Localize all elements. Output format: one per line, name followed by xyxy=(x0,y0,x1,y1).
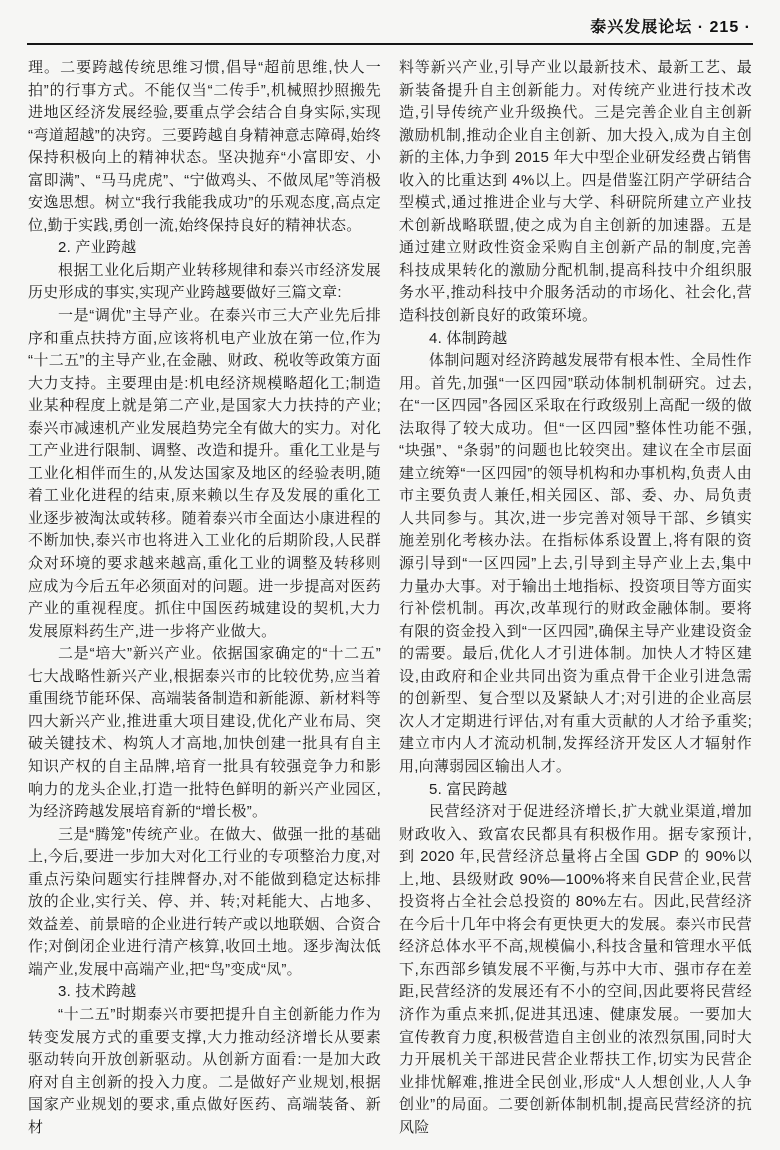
paragraph: 理。二要跨越传统思维习惯,倡导“超前思维,快人一拍”的行事方式。不能仅当“二传手”,机械照抄照搬先进地区经济发展经验,要重点学会结合自身实际,实现“弯道超越”的决窍。三要跨越自身精神意志障碍,始终保持积极向上的精神状态。坚决抛弃“小富即安、小富即满”、“马马虎虎”、“宁做鸡头、不做凤尾”等消极安逸思想。树立“我行我能我成功”的乐观态度,高点定位,勤于实践,勇创一流,始终保持良好的精神状态。 xyxy=(28,59,381,234)
text-columns xyxy=(28,57,752,1135)
paragraph: “十二五”时期泰兴市要把提升自主创新能力作为转变发展方式的重要支撑,大力推动经济增长从要素驱动转向开放创新驱动。从创新方面看:一是加大政府对自主创新的投入力度。二是做好产业规划,根据国家产业规划的要求,重点做好医药、高端装备、新材 xyxy=(28,1005,381,1135)
paragraph: 料等新兴产业,引导产业以最新技术、最新工艺、最新装备提升自主创新能力。对传统产业进行技术改造,引导传统产业升级换代。三是完善企业自主创新激励机制,推动企业自主创新、加大投入,成为自主创新的主体,力争到 2015 年大中型企业研发经费占销售收入的比重达到 4%以上。四是借鉴江阴产学研结合型模式,通过推进企业与大学、科研院所建立产业技术创新战略联盟,使之成为自主创新的加速器。五是通过建立财政性资金采购自主创新产品的制度,完善科技成果转化的激励分配机制,提高科技中介组织服务水平,推动科技中介服务活动的市场化、社会化,营造科技创新良好的政策环境。 xyxy=(399,59,752,325)
paragraph: 民营经济对于促进经济增长,扩大就业渠道,增加财政收入、致富农民都具有积极作用。据专家预计,到 2020 年,民营经济总量将占全国 GDP 的 90%以上,地、县级财政 90%—100%将来自民营企业,民营投资将占全社会总投资的 80%左右。因此,民营经济在今后十几年中将会有更快更大的发展。泰兴市民营经济总体水平不高,规模偏小,科技含量和管理水平低下,东西部乡镇发展不平衡,与苏中大市、强市存在差距,民营经济的发展还有不小的空间,因此要将民营经济作为重点来抓,促进其迅速、健康发展。一要加大宣传教育力度,积极营造自主创业的浓烈氛围,同时大力开展机关干部进民营企业帮扶工作,切实为民营企业排忧解难,推进全民创业,形成“人人想创业,人人争创业”的局面。二要创新体制机制,提高民营经济的抗风险 xyxy=(399,803,752,1135)
header-divider xyxy=(27,43,753,45)
right-column xyxy=(399,57,752,1135)
page-number-label: · 215 · xyxy=(697,19,751,36)
left-column xyxy=(28,57,381,1135)
section-heading: 2. 产业跨越 xyxy=(58,239,137,257)
journal-title: 泰兴发展论坛 xyxy=(590,19,693,36)
paragraph: 一是“调优”主导产业。在泰兴市三大产业先后排序和重点扶持方面,应该将机电产业放在第一位,作为“十二五”的主导产业,在金融、财政、税收等政策方面大力支持。主要理由是:机电经济规模略超化工;制造业某种程度上就是第二产业,是国家大力扶持的产业;泰兴市减速机产业发展趋势完全有做大的实力。对化工产业进行限制、调整、改造和提升。重化工业是与工业化相伴而生的,从发达国家及地区的经验表明,随着工业化进程的结束,原来赖以生存及发展的重化工业逐步被淘汰或转移。随着泰兴市全面达小康进程的不断加快,泰兴市也将进入工业化的后期阶段,人民群众对环境的要求越来越高,重化工业的调整及转移则应成为今后五年必须面对的问题。进一步提高对医药产业的重视程度。抓住中国医药城建设的契机,大力发展原料药生产,进一步将产业做大。 xyxy=(28,307,381,640)
section-heading: 3. 技术跨越 xyxy=(58,983,137,1001)
paragraph: 二是“培大”新兴产业。依据国家确定的“十二五”七大战略性新兴产业,根据泰兴市的比较优势,应当着重围绕节能环保、高端装备制造和新能源、新材料等四大新兴产业,推进重大项目建设,优化产业布局、突破关键技术、构筑人才高地,加快创建一批具有自主知识产权的自主品牌,培育一批具有较强竞争力和影响力的龙头企业,打造一批特色鲜明的新兴产业园区,为经济跨越发展培育新的“增长极”。 xyxy=(28,645,381,821)
paragraph: 体制问题对经济跨越发展带有根本性、全局性作用。首先,加强“一区四园”联动体制机制研究。过去,在“一区四园”各园区采取在行政级别上高配一级的做法取得了较大成功。但“一区四园”整体性功能不强,“块强”、“条弱”的问题也比较突出。建议在全市层面建立统筹“一区四园”的领导机构和办事机构,负责人由市主要负责人兼任,相关园区、部、委、办、局负责人共同参与。其次,进一步完善对领导干部、乡镇实施差别化考核办法。在指标体系设置上,将有限的资源引导到“一区四园”上去,引导到主导产业上去,集中力量办大事。对于输出土地指标、投资项目等方面实行补偿机制。再次,改革现行的财政金融体制。要将有限的资金投入到“一区四园”,确保主导产业建设资金的需要。最后,优化人才引进体制。加快人才特区建设,由政府和企业共同出资为重点骨干企业引进急需的创新型、复合型以及紧缺人才;对引进的企业高层次人才定期进行评估,对有重大贡献的人才给予重奖;建立市内人才流动机制,发挥经济开发区人才辐射作用,向薄弱园区输出人才。 xyxy=(399,352,752,775)
paragraph: 根据工业化后期产业转移规律和泰兴市经济发展历史形成的事实,实现产业跨越要做好三篇文章: xyxy=(28,261,381,302)
running-head xyxy=(590,14,751,37)
section-heading: 4. 体制跨越 xyxy=(429,329,508,347)
paragraph: 三是“腾笼”传统产业。在做大、做强一批的基础上,今后,要进一步加大对化工行业的专项整治力度,对重点污染问题实行挂牌督办,对不能做到稳定达标排放的企业,实行关、停、并、转;对耗能大、占地多、效益差、前景暗的企业进行转产或以地联姻、合资合作;对倒闭企业进行清产核算,收回土地。逐步淘汰低端产业,发展中高端产业,把“鸟”变成“凤”。 xyxy=(28,825,381,978)
section-heading: 5. 富民跨越 xyxy=(429,780,508,798)
